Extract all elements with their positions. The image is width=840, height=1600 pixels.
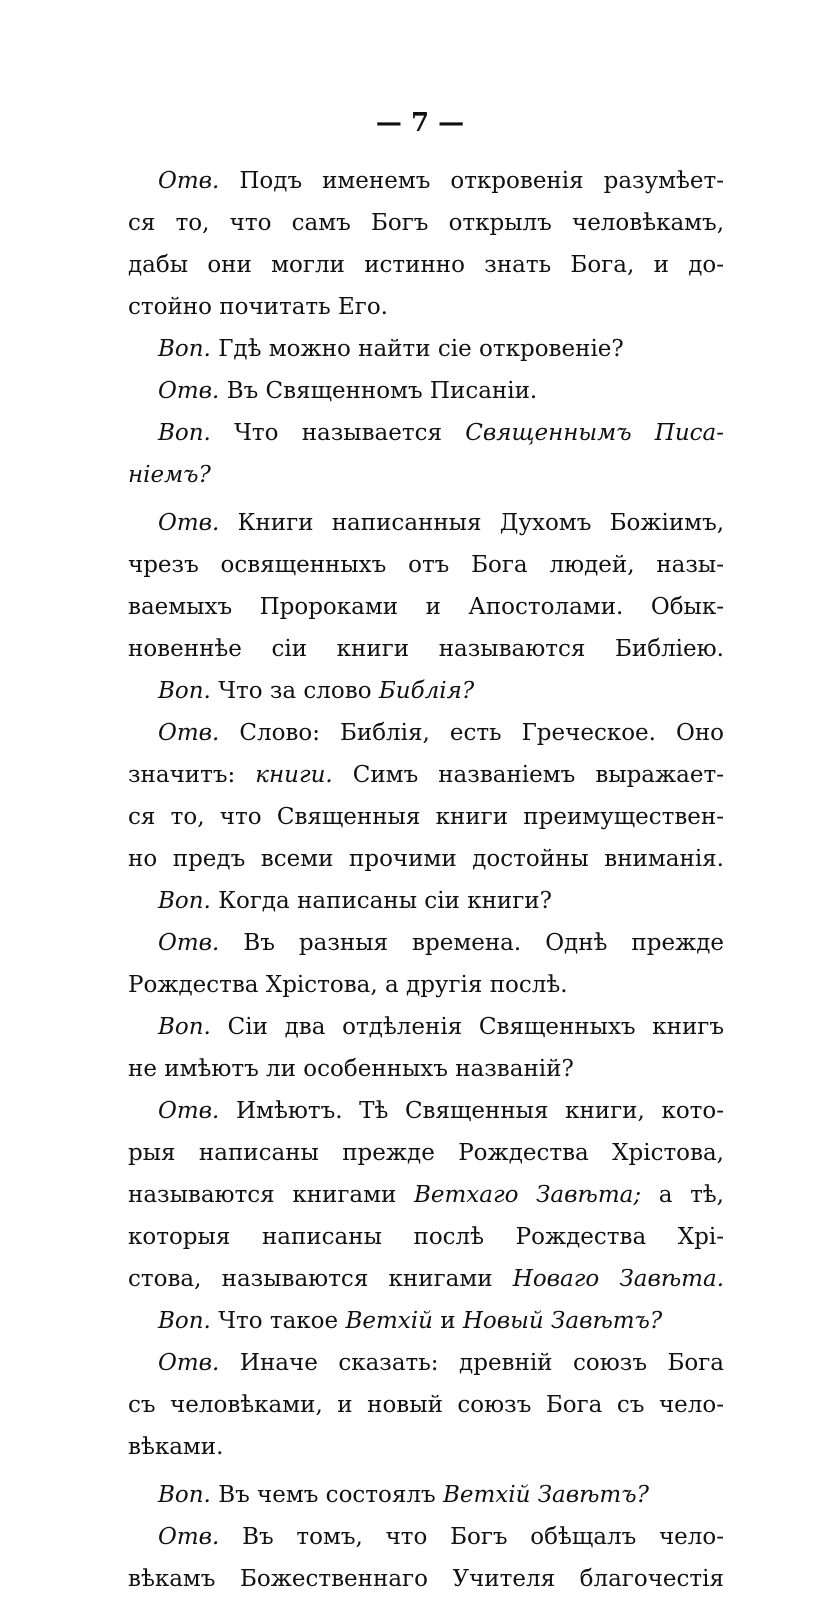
text-line: [128, 628, 724, 670]
line-text: Въ Священномъ Писаніи.: [226, 378, 538, 404]
text-line: [128, 1558, 724, 1600]
text-line: [128, 286, 724, 328]
italic-term: Библія?: [378, 678, 475, 704]
line-text: а тѣ,: [658, 1182, 724, 1208]
line-text: ся то, что Священныя книги преимуществен-: [128, 804, 724, 830]
line-text: дабы они могли истинно знать Бога, и до-: [128, 252, 724, 278]
text-line: [128, 454, 724, 496]
question-label: Воп.: [158, 336, 211, 362]
answer-label: Отв.: [158, 1098, 220, 1124]
italic-term: ніемъ?: [128, 462, 211, 488]
line-text: Что за слово: [218, 678, 372, 704]
line-text: рыя написаны прежде Рождества Хрістова,: [128, 1140, 724, 1166]
italic-term: книги.: [255, 762, 333, 788]
line-text: Что такое: [218, 1308, 339, 1334]
italic-term: Священнымъ Писа-: [465, 420, 725, 446]
text-line: [128, 796, 724, 838]
question-label: Воп.: [158, 888, 211, 914]
catechism-text: [128, 160, 724, 1600]
text-line: [128, 1342, 724, 1384]
line-text: но предъ всеми прочими достойны вниманія.: [128, 846, 724, 872]
line-text: которыя написаны послѣ Рождества Хрі-: [128, 1224, 724, 1250]
text-line: [128, 412, 724, 454]
italic-term: Новый Завѣтъ?: [462, 1308, 663, 1334]
text-line: [128, 1300, 724, 1342]
text-line: [128, 1174, 724, 1216]
text-line: [128, 712, 724, 754]
page-number: — 7 —: [375, 108, 465, 138]
text-line: [128, 160, 724, 202]
text-line: [128, 502, 724, 544]
italic-term: Ветхаго Завѣта;: [413, 1182, 642, 1208]
line-text: вѣкамъ Божественнаго Учителя благочестія: [128, 1566, 724, 1592]
line-text: Сіи два отдѣленія Священныхъ книгъ: [227, 1014, 724, 1040]
line-text: и: [440, 1308, 456, 1334]
text-line: [128, 670, 724, 712]
text-line: [128, 1006, 724, 1048]
text-line: [128, 1384, 724, 1426]
line-text: значитъ:: [128, 762, 236, 788]
answer-label: Отв.: [158, 930, 220, 956]
question-label: Воп.: [158, 1014, 211, 1040]
text-line: [128, 1474, 724, 1516]
italic-term: Новаго Завѣта.: [512, 1266, 725, 1292]
line-text: Иначе сказать: древній союзъ Бога: [239, 1350, 724, 1376]
text-line: [128, 838, 724, 880]
text-line: [128, 202, 724, 244]
line-text: Въ томъ, что Богъ обѣщалъ чело-: [242, 1524, 725, 1550]
line-text: стова, называются книгами: [128, 1266, 493, 1292]
question-label: Воп.: [158, 678, 211, 704]
line-text: ваемыхъ Пророками и Апостолами. Обык-: [128, 594, 724, 620]
text-line: [128, 1090, 724, 1132]
text-line: [128, 1258, 724, 1300]
answer-label: Отв.: [158, 1350, 220, 1376]
line-text: Рождества Хрістова, а другія послѣ.: [128, 972, 568, 998]
line-text: Когда написаны сіи книги?: [218, 888, 552, 914]
line-text: Имѣютъ. Тѣ Священныя книги, кото-: [236, 1098, 725, 1124]
line-text: Что называется: [234, 420, 442, 446]
text-line: [128, 754, 724, 796]
line-text: Гдѣ можно найти сіе откровеніе?: [218, 336, 624, 362]
text-line: [128, 964, 724, 1006]
line-text: стойно почитать Его.: [128, 294, 388, 320]
answer-label: Отв.: [158, 510, 220, 536]
text-line: [128, 1516, 724, 1558]
text-line: [128, 244, 724, 286]
line-text: чрезъ освященныхъ отъ Бога людей, назы-: [128, 552, 724, 578]
text-line: [128, 586, 724, 628]
text-line: [128, 922, 724, 964]
text-line: [128, 328, 724, 370]
answer-label: Отв.: [158, 378, 220, 404]
line-text: ся то, что самъ Богъ открылъ человѣкамъ,: [128, 210, 724, 236]
line-text: Въ чемъ состоялъ: [218, 1482, 436, 1508]
line-text: не имѣютъ ли особенныхъ названій?: [128, 1056, 574, 1082]
text-line: [128, 1048, 724, 1090]
text-line: [128, 880, 724, 922]
italic-term: Ветхій Завѣтъ?: [442, 1482, 649, 1508]
answer-label: Отв.: [158, 720, 220, 746]
text-line: [128, 544, 724, 586]
line-text: Подъ именемъ откровенія разумѣет-: [239, 168, 724, 194]
line-text: Въ разныя времена. Однѣ прежде: [243, 930, 725, 956]
line-text: вѣками.: [128, 1434, 224, 1460]
line-text: Слово: Библія, есть Греческое. Оно: [239, 720, 725, 746]
text-line: [128, 370, 724, 412]
answer-label: Отв.: [158, 168, 220, 194]
line-text: новеннѣе сіи книги называются Библіею.: [128, 636, 724, 662]
text-line: [128, 1426, 724, 1468]
text-line: [128, 1132, 724, 1174]
italic-term: Ветхій: [345, 1308, 433, 1334]
line-text: Книги написанныя Духомъ Божіимъ,: [237, 510, 725, 536]
line-text: называются книгами: [128, 1182, 397, 1208]
line-text: съ человѣками, и новый союзъ Бога съ чело-: [128, 1392, 724, 1418]
answer-label: Отв.: [158, 1524, 220, 1550]
question-label: Воп.: [158, 420, 211, 446]
line-text: Симъ названіемъ выражает-: [352, 762, 724, 788]
question-label: Воп.: [158, 1308, 211, 1334]
text-line: [128, 1216, 724, 1258]
question-label: Воп.: [158, 1482, 211, 1508]
